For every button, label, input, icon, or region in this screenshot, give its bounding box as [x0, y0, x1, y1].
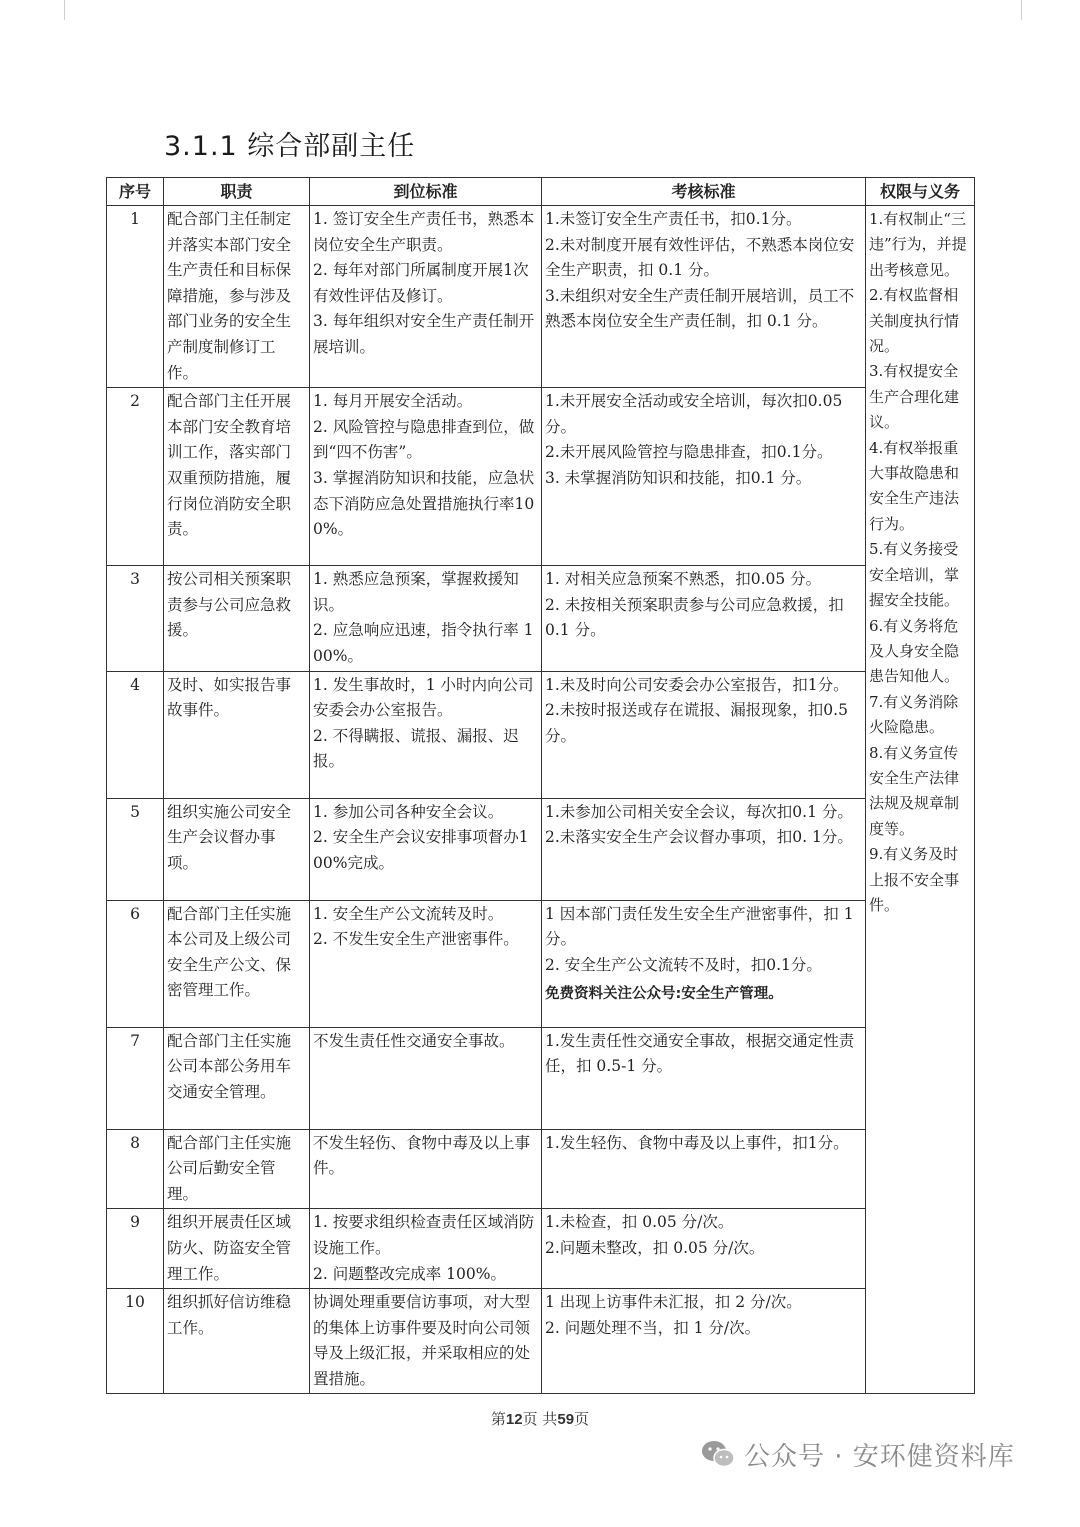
rights-item: 8.有义务宣传安全生产法律法规及规章制度等。	[869, 743, 960, 838]
duty-cell: 配合部门主任制定并落实本部门安全生产责任和目标保障措施，参与涉及部门业务的安全生产制度制修订工作。	[164, 206, 310, 388]
assess-item: 2. 未按相关预案职责参与公司应急救援，扣 0.1 分。	[545, 595, 844, 640]
assess-item: 1 出现上访事件未汇报，扣 2 分/次。	[545, 1293, 802, 1312]
assess-item: 1.未及时向公司安委会办公室报告，扣1分。	[545, 675, 849, 694]
rights-item: 2.有权监督相关制度执行情况。	[869, 286, 960, 356]
assess-item: 3.未组织对安全生产责任制开展培训，员工不熟悉本岗位安全生产责任制，扣 0.1 分。	[545, 286, 855, 331]
standard-item: 2. 风险管控与隐患排查到位，做到“四不伤害”。	[313, 417, 535, 462]
assess-cell	[542, 671, 866, 798]
standard-item: 1. 签订安全生产责任书，熟悉本岗位安全生产职责。	[313, 210, 535, 254]
table-header-row	[107, 178, 975, 206]
header-duty: 职责	[164, 178, 310, 206]
standard-item: 2. 安全生产会议安排事项督办100%完成。	[313, 828, 529, 872]
standard-item: 2. 不发生安全生产泄密事件。	[313, 930, 519, 949]
standard-item: 1. 熟悉应急预案，掌握救援知识。	[313, 570, 519, 614]
watermark-text: 公众号 · 安环健资料库	[744, 1441, 1015, 1472]
assess-item: 1.未参加公司相关安全会议，每次扣0.1 分。	[545, 802, 853, 821]
assess-item: 1.未签订安全生产责任书，扣0.1分。	[545, 210, 802, 228]
standard-item: 2. 问题整改完成率 100%。	[313, 1264, 506, 1283]
assess-item: 1. 对相关应急预案不熟悉，扣0.05 分。	[545, 570, 822, 589]
row-number: 4	[107, 671, 164, 798]
page-total: 59	[557, 1411, 575, 1428]
duty-cell: 配合部门主任实施公司本部公务用车交通安全管理。	[164, 1027, 310, 1129]
header-rights: 权限与义务	[866, 178, 975, 206]
rights-item: 4.有权举报重大事故隐患和安全生产违法行为。	[869, 438, 960, 533]
promo-note: 免费资料关注公众号:安全生产管理。	[545, 986, 783, 1003]
duty-cell: 组织开展责任区域防火、防盗安全管理工作。	[164, 1209, 310, 1289]
standard-item: 1. 安全生产公文流转及时。	[313, 904, 504, 923]
assess-item: 2.未对制度开展有效性评估，不熟悉本岗位安全生产职责，扣 0.1 分。	[545, 235, 855, 280]
assess-item: 1.未检查，扣 0.05 分/次。	[545, 1213, 734, 1232]
standard-item: 3. 每年组织对安全生产责任制开展培训。	[313, 312, 535, 356]
watermark	[700, 1434, 1015, 1474]
page-number: 12	[505, 1411, 523, 1428]
section-heading: 3.1.1 综合部副主任	[164, 131, 416, 162]
duty-cell: 配合部门主任开展本部门安全教育培训工作，落实部门双重预防措施，履行岗位消防安全职责。	[164, 388, 310, 566]
assess-item: 1.未开展安全活动或安全培训，每次扣0.05 分。	[545, 392, 843, 436]
assess-cell	[542, 1209, 866, 1289]
rights-item: 5.有义务接受安全培训，掌握安全技能。	[869, 540, 960, 610]
rights-item: 1.有权制止“三违”行为，并提出考核意见。	[869, 210, 967, 279]
assess-item: 3. 未掌握消防知识和技能，扣0.1 分。	[545, 468, 812, 487]
assess-cell	[542, 206, 866, 388]
duty-cell: 组织实施公司安全生产会议督办事项。	[164, 798, 310, 900]
rights-item: 3.有权提安全生产合理化建议。	[869, 362, 960, 432]
assess-cell	[542, 388, 866, 566]
rights-item: 6.有义务将危及人身安全隐患告知他人。	[869, 616, 960, 686]
table-row	[107, 1289, 975, 1394]
row-number: 8	[107, 1129, 164, 1209]
standard-cell	[310, 1209, 542, 1289]
standard-item: 2. 不得瞒报、谎报、漏报、迟报。	[313, 726, 519, 771]
table-row	[107, 1129, 975, 1209]
standard-item: 3. 掌握消防知识和技能，应急状态下消防应急处置措施执行率100%。	[313, 468, 535, 539]
standard-item: 不发生责任性交通安全事故。	[313, 1031, 515, 1050]
assess-item: 1 因本部门责任发生安全生产泄密事件，扣 1 分。	[545, 904, 854, 949]
standard-item: 2. 每年对部门所属制度开展1次有效性评估及修订。	[313, 261, 529, 305]
row-number: 6	[107, 900, 164, 1027]
row-number: 3	[107, 566, 164, 671]
standard-item: 协调处理重要信访事项，对大型的集体上访事件要及时向公司领导及上级汇报，并采取相应的处置措施。	[313, 1293, 531, 1388]
standard-item: 1. 按要求组织检查责任区域消防设施工作。	[313, 1213, 535, 1257]
rights-item: 9.有义务及时上报不安全事件。	[869, 845, 960, 914]
rights-cell	[866, 206, 975, 1394]
duty-cell: 配合部门主任实施公司后勤安全管理。	[164, 1129, 310, 1209]
assess-cell	[542, 900, 866, 1027]
rights-item: 7.有义务消除火险隐患。	[869, 692, 959, 737]
duty-cell: 配合部门主任实施本公司及上级公司安全生产公文、保密管理工作。	[164, 900, 310, 1027]
header-standard: 到位标准	[310, 178, 542, 206]
standard-cell	[310, 1027, 542, 1129]
duty-cell: 组织抓好信访维稳工作。	[164, 1289, 310, 1394]
assess-cell	[542, 1027, 866, 1129]
standard-cell	[310, 1129, 542, 1209]
row-number: 10	[107, 1289, 164, 1394]
standard-cell	[310, 388, 542, 566]
table-row	[107, 566, 975, 671]
standard-cell	[310, 671, 542, 798]
table-row	[107, 1027, 975, 1129]
page-edge-right	[1021, 0, 1022, 20]
standard-cell	[310, 900, 542, 1027]
duty-cell: 及时、如实报告事故事件。	[164, 671, 310, 798]
standard-item: 不发生轻伤、食物中毒及以上事件。	[313, 1133, 531, 1178]
header-no: 序号	[107, 178, 164, 206]
table-row	[107, 206, 975, 388]
duty-table	[106, 177, 975, 1394]
row-number: 7	[107, 1027, 164, 1129]
assess-item: 2.问题未整改，扣 0.05 分/次。	[545, 1238, 765, 1257]
assess-cell	[542, 566, 866, 671]
table-row	[107, 900, 975, 1027]
standard-cell	[310, 566, 542, 671]
page-edge-left	[64, 0, 65, 20]
row-number: 9	[107, 1209, 164, 1289]
row-number: 1	[107, 206, 164, 388]
standard-item: 2. 应急响应迅速，指令执行率 100%。	[313, 621, 534, 665]
standard-item: 1. 发生事故时，1 小时内向公司安委会办公室报告。	[313, 675, 534, 720]
duty-cell: 按公司相关预案职责参与公司应急救援。	[164, 566, 310, 671]
assess-item: 2.未落实安全生产会议督办事项，扣0. 1分。	[545, 828, 853, 847]
table-row	[107, 798, 975, 900]
assess-cell	[542, 1129, 866, 1209]
standard-item: 1. 参加公司各种安全会议。	[313, 802, 504, 821]
assess-item: 2. 安全生产公文流转不及时，扣0.1分。	[545, 955, 822, 974]
assess-cell	[542, 1289, 866, 1394]
table-row	[107, 671, 975, 798]
assess-cell	[542, 798, 866, 900]
assess-item: 2. 问题处理不当，扣 1 分/次。	[545, 1318, 761, 1337]
assess-item: 1.发生轻伤、食物中毒及以上事件，扣1分。	[545, 1133, 849, 1152]
table-row	[107, 388, 975, 566]
wechat-icon	[700, 1438, 736, 1470]
assess-item: 1.发生责任性交通安全事故，根据交通定性责任，扣 0.5-1 分。	[545, 1031, 855, 1076]
standard-cell	[310, 798, 542, 900]
standard-cell	[310, 1289, 542, 1394]
table-row	[107, 1209, 975, 1289]
assess-item: 2.未按时报送或存在谎报、漏报现象，扣0.5分。	[545, 701, 848, 745]
page-footer: 第12页 共59页	[490, 1410, 590, 1428]
standard-item: 1. 每月开展安全活动。	[313, 392, 473, 411]
row-number: 2	[107, 388, 164, 566]
row-number: 5	[107, 798, 164, 900]
header-assess: 考核标准	[542, 178, 866, 206]
standard-cell	[310, 206, 542, 388]
assess-item: 2.未开展风险管控与隐患排查，扣0.1分。	[545, 443, 833, 462]
